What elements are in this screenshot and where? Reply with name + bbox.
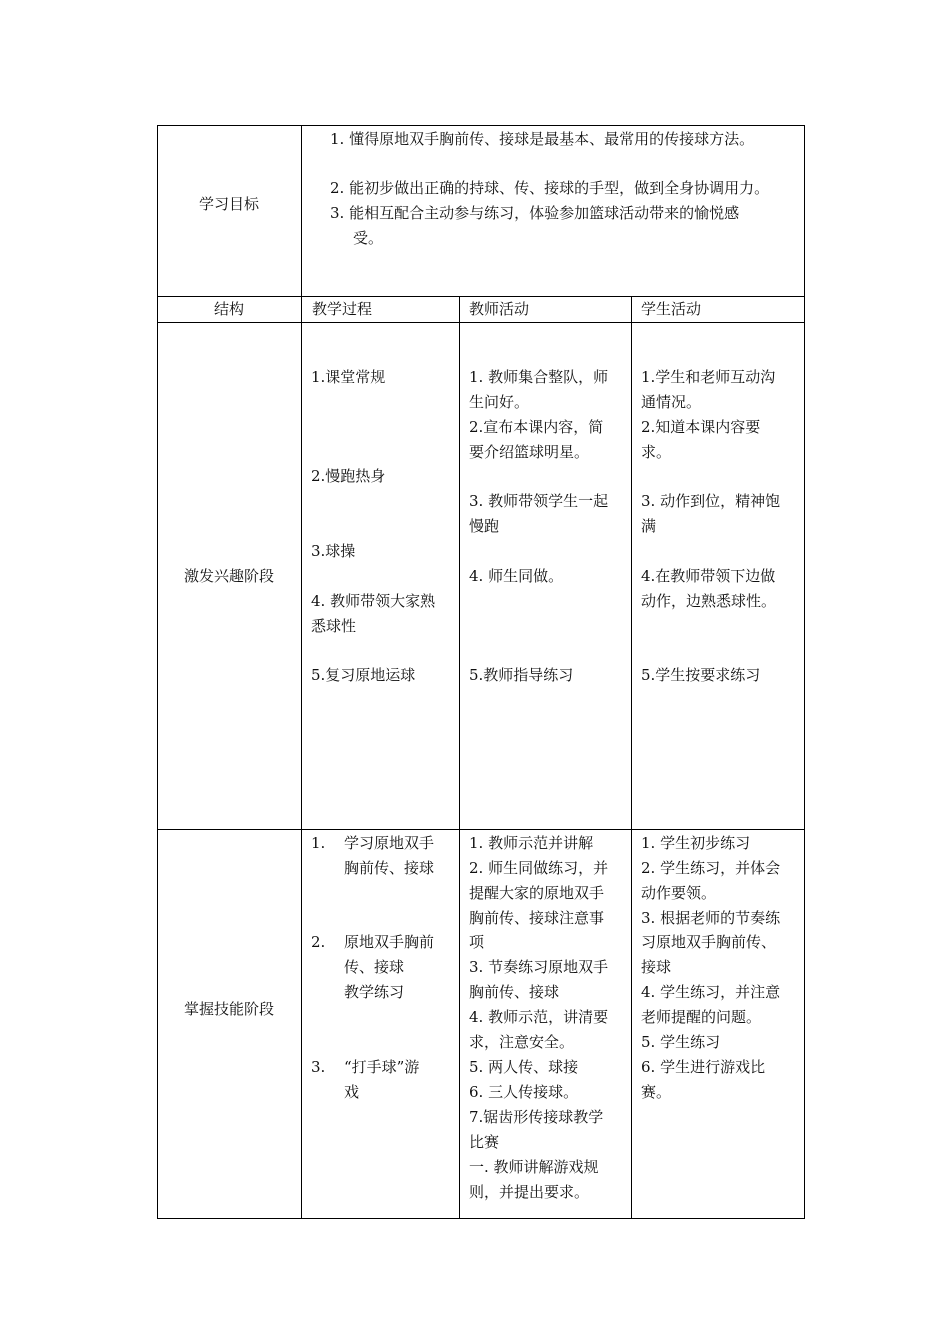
stage2-teacher-2: 2. 师生同做练习，并 bbox=[469, 859, 609, 877]
stage2-process-1-continued: 胸前传、接球 bbox=[344, 859, 435, 877]
stage1-process-3: 3.球操 bbox=[311, 542, 356, 560]
stage2-process-1: 学习原地双手 bbox=[344, 834, 435, 852]
objectives-label: 学习目标 bbox=[198, 195, 259, 213]
stage2-process-2: 原地双手胸前 bbox=[344, 933, 435, 951]
objective-item-3-continued: 受。 bbox=[353, 229, 384, 247]
stage2-process-1-number: 1. bbox=[311, 834, 326, 852]
stage2-teacher-7: 7.锯齿形传接球教学 bbox=[469, 1108, 604, 1126]
stage2-student-3: 3. 根据老师的节奏练 bbox=[641, 909, 781, 927]
table-border-top bbox=[157, 125, 805, 126]
table-col-divider-3 bbox=[631, 296, 632, 1219]
stage2-student-2-continued: 动作要领。 bbox=[641, 884, 717, 902]
stage1-process-2: 2.慢跑热身 bbox=[311, 467, 386, 485]
stage1-teacher-3: 3. 教师带领学生一起 bbox=[469, 492, 609, 510]
stage2-student-5: 5. 学生练习 bbox=[641, 1033, 721, 1051]
table-border-bottom bbox=[157, 1218, 805, 1219]
stage2-teacher-5: 5. 两人传、球接 bbox=[469, 1058, 579, 1076]
stage1-student-4-continued: 动作，边熟悉球性。 bbox=[641, 592, 777, 610]
stage2-teacher-2-continued-b: 胸前传、接球注意事 bbox=[469, 909, 605, 927]
objective-item-2: 2. 能初步做出正确的持球、传、接球的手型，做到全身协调用力。 bbox=[330, 179, 770, 197]
stage2-student-4-continued: 老师提醒的问题。 bbox=[641, 1008, 762, 1026]
stage2-student-6-continued: 赛。 bbox=[641, 1083, 672, 1101]
header-process: 教学过程 bbox=[312, 300, 373, 318]
stage1-student-3: 3. 动作到位，精神饱 bbox=[641, 492, 781, 510]
stage2-teacher-2-continued-c: 项 bbox=[469, 933, 485, 951]
stage2-process-3: “打手球”游 bbox=[344, 1058, 420, 1076]
stage2-student-3-continued-a: 习原地双手胸前传、 bbox=[641, 933, 777, 951]
stage2-teacher-8-continued: 则，并提出要求。 bbox=[469, 1183, 590, 1201]
table-divider-header-bottom bbox=[157, 322, 805, 323]
stage1-teacher-5: 5.教师指导练习 bbox=[469, 666, 574, 684]
stage1-teacher-3-continued: 慢跑 bbox=[469, 517, 500, 535]
stage2-teacher-3-continued: 胸前传、接球 bbox=[469, 983, 560, 1001]
stage1-teacher-1: 1. 教师集合整队，师 bbox=[469, 368, 609, 386]
stage2-process-2-sub: 教学练习 bbox=[344, 983, 405, 1001]
stage1-process-1: 1.课堂常规 bbox=[311, 368, 386, 386]
table-col-divider-2 bbox=[459, 296, 460, 1219]
objective-item-1: 1. 懂得原地双手胸前传、接球是最基本、最常用的传接球方法。 bbox=[330, 130, 755, 148]
stage1-process-4-continued: 悉球性 bbox=[311, 617, 357, 635]
stage2-student-3-continued-b: 接球 bbox=[641, 958, 672, 976]
stage2-process-3-number: 3. bbox=[311, 1058, 326, 1076]
stage2-teacher-4-continued: 求，注意安全。 bbox=[469, 1033, 575, 1051]
table-border-left bbox=[157, 125, 158, 1219]
objective-item-3: 3. 能相互配合主动参与练习，体验参加篮球活动带来的愉悦感 bbox=[330, 204, 740, 222]
stage1-student-1-continued: 通情况。 bbox=[641, 393, 702, 411]
stage2-teacher-6: 6. 三人传接球。 bbox=[469, 1083, 579, 1101]
stage1-process-4: 4. 教师带领大家熟 bbox=[311, 592, 436, 610]
table-border-right bbox=[804, 125, 805, 1219]
table-col-divider-1 bbox=[301, 125, 302, 1219]
table-divider-stage bbox=[157, 829, 805, 830]
stage1-label: 激发兴趣阶段 bbox=[183, 567, 274, 585]
stage1-student-5: 5.学生按要求练习 bbox=[641, 666, 761, 684]
header-structure: 结构 bbox=[213, 300, 244, 318]
stage2-student-4: 4. 学生练习，并注意 bbox=[641, 983, 781, 1001]
stage2-process-2-number: 2. bbox=[311, 933, 326, 951]
stage2-teacher-2-continued-a: 提醒大家的原地双手 bbox=[469, 884, 605, 902]
stage2-teacher-1: 1. 教师示范并讲解 bbox=[469, 834, 594, 852]
stage2-student-6: 6. 学生进行游戏比 bbox=[641, 1058, 766, 1076]
stage2-teacher-4: 4. 教师示范，讲清要 bbox=[469, 1008, 609, 1026]
stage2-teacher-7-continued: 比赛 bbox=[469, 1133, 500, 1151]
stage1-student-3-continued: 满 bbox=[641, 517, 657, 535]
stage1-student-4: 4.在教师带领下边做 bbox=[641, 567, 776, 585]
stage1-student-1: 1.学生和老师互动沟 bbox=[641, 368, 776, 386]
stage2-process-2-continued: 传、接球 bbox=[344, 958, 405, 976]
header-teacher: 教师活动 bbox=[469, 300, 530, 318]
stage2-teacher-3: 3. 节奏练习原地双手 bbox=[469, 958, 609, 976]
stage2-process-3-continued: 戏 bbox=[344, 1083, 360, 1101]
stage1-student-2-continued: 求。 bbox=[641, 443, 672, 461]
stage2-student-2: 2. 学生练习，并体会 bbox=[641, 859, 781, 877]
stage1-teacher-2: 2.宣布本课内容，简 bbox=[469, 418, 604, 436]
stage2-student-1: 1. 学生初步练习 bbox=[641, 834, 751, 852]
stage2-teacher-8: 一. 教师讲解游戏规 bbox=[469, 1158, 599, 1176]
stage1-teacher-2-continued: 要介绍篮球明星。 bbox=[469, 443, 590, 461]
stage1-teacher-1-continued: 生问好。 bbox=[469, 393, 530, 411]
stage1-student-2: 2.知道本课内容要 bbox=[641, 418, 761, 436]
stage2-label: 掌握技能阶段 bbox=[183, 1000, 274, 1018]
stage1-teacher-4: 4. 师生同做。 bbox=[469, 567, 564, 585]
header-student: 学生活动 bbox=[641, 300, 702, 318]
stage1-process-5: 5.复习原地运球 bbox=[311, 666, 416, 684]
